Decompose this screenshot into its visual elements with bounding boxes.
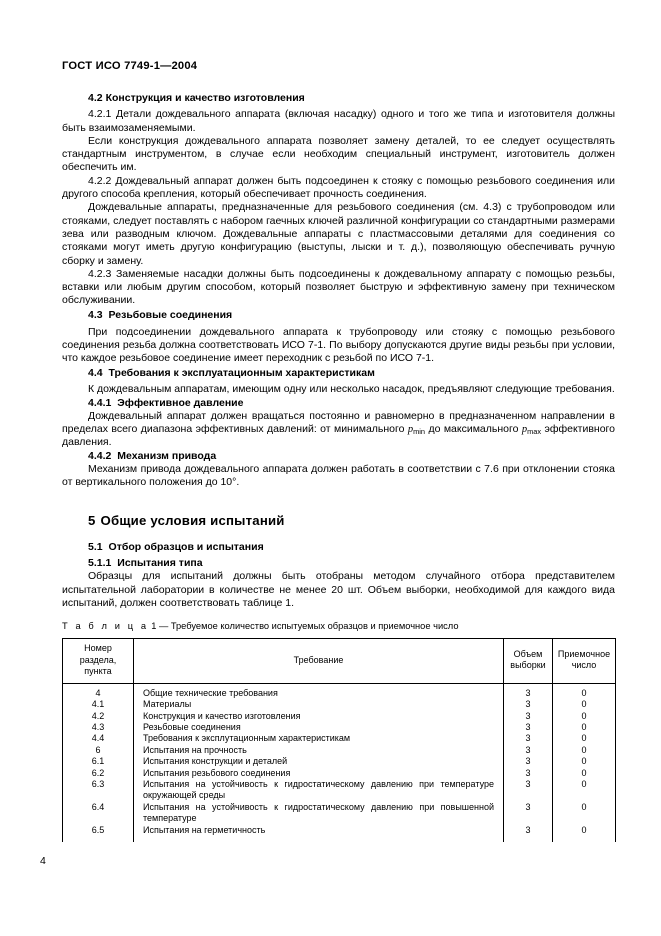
cell-acceptance-number: 0 — [553, 733, 616, 744]
cell-section-number: 4.4 — [63, 733, 134, 744]
cell-section-number: 6 — [63, 745, 134, 756]
paragraph-4-3: При подсоединении дождевального аппарата к трубопроводу или стояку с помощью резьбового соединения резьба должна соответствовать ИСО 7-1. По выбору допускаются другие виды резьбы при условии, что каждое резьбовое соединение имеет переходник с резьбой по ИСО 7-1. — [62, 325, 615, 365]
paragraph-4-2-2-b: Дождевальные аппараты, предназначенные для резьбового соединения (см. 4.3) с трубопроводом или стояками, следует поставлять с набором гаечных ключей различной конфигурации со стандартными размерами зева или разводным ключом. Дождевальные аппараты с пластмассовыми деталями для соединения со стояками могут иметь другую конфигурацию (выступы, лыски и т. д.), позволяющую обеспечивать ручную сборку и замену. — [62, 201, 615, 267]
paragraph-4-4-1-part-a: Дождевальный аппарат должен вращаться постоянно и равномерно в предназначенном направлении в пределах всего диапазона эффективных давлений: от минимального — [62, 409, 615, 436]
heading-4-4 — [62, 367, 615, 380]
column-header-sample-volume-line2: выборки — [510, 660, 546, 671]
heading-4-4-1-title: Эффективное давление — [117, 396, 244, 409]
cell-section-number: 4 — [63, 683, 134, 699]
cell-requirement: Конструкция и качество изготовления — [134, 711, 504, 722]
table-caption-label: Т а б л и ц а — [62, 621, 149, 631]
cell-sample-volume: 3 — [504, 722, 553, 733]
cell-requirement: Испытания на устойчивость к гидростатическому давлению при температуре окружающей среды — [134, 779, 504, 802]
table-row — [63, 779, 616, 802]
cell-acceptance-number: 0 — [553, 756, 616, 767]
table-row — [63, 768, 616, 779]
table-row — [63, 683, 616, 699]
heading-4-4-2-number: 4.4.2 — [88, 449, 112, 462]
cell-sample-volume: 3 — [504, 745, 553, 756]
cell-sample-volume: 3 — [504, 825, 553, 842]
cell-section-number: 6.1 — [63, 756, 134, 767]
heading-4-2-title: Конструкция и качество изготовления — [105, 92, 305, 104]
cell-section-number: 6.2 — [63, 768, 134, 779]
cell-sample-volume: 3 — [504, 768, 553, 779]
paragraph-4-4-1 — [62, 410, 615, 450]
table-row — [63, 745, 616, 756]
cell-section-number: 6.4 — [63, 802, 134, 825]
paragraph-4-2-1-b: Если конструкция дождевального аппарата позволяет замену деталей, то ее следует осуществлять стандартным инструментом, в случае если необходим специальный инструмент, изготовитель должен обеспечить им. — [62, 134, 615, 174]
cell-sample-volume: 3 — [504, 733, 553, 744]
column-header-section-number-line1: Номер — [84, 643, 112, 653]
body-column — [62, 92, 615, 610]
cell-sample-volume: 3 — [504, 711, 553, 722]
cell-requirement: Резьбовые соединения — [134, 722, 504, 733]
cell-sample-volume: 3 — [504, 779, 553, 802]
cell-acceptance-number: 0 — [553, 699, 616, 710]
heading-4-4-1 — [62, 397, 615, 410]
paragraph-5-1-1: Образцы для испытаний должны быть отобраны методом случайного отбора представителем испытательной лаборатории в количестве не менее 20 шт. Объем выборки, необходимой для каждого вида испытаний, должен соответствовать таблице 1. — [62, 570, 615, 609]
heading-5-title: Общие условия испытаний — [100, 512, 285, 528]
table-caption-number: 1 — [151, 621, 157, 631]
symbol-p-max: p — [521, 424, 528, 436]
heading-5-1-1-number: 5.1.1 — [88, 556, 112, 569]
heading-5-1-title: Отбор образцов и испытания — [108, 540, 264, 553]
cell-acceptance-number: 0 — [553, 745, 616, 756]
cell-sample-volume: 3 — [504, 756, 553, 767]
table-caption — [62, 621, 459, 631]
page-number: 4 — [40, 855, 46, 867]
cell-acceptance-number: 0 — [553, 802, 616, 825]
table-caption-dash: — — [158, 621, 169, 631]
table-row — [63, 722, 616, 733]
symbol-p-min: p — [407, 424, 414, 436]
cell-acceptance-number: 0 — [553, 683, 616, 699]
heading-4-4-1-number: 4.4.1 — [88, 396, 112, 409]
table-row — [63, 802, 616, 825]
table-row — [63, 711, 616, 722]
table-head — [63, 639, 616, 684]
subscript-max: max — [527, 427, 542, 437]
heading-5-1-1 — [62, 557, 615, 570]
column-header-acceptance-number-line1: Приемочное — [557, 648, 611, 659]
cell-acceptance-number: 0 — [553, 722, 616, 733]
column-header-acceptance-number-line2: число — [571, 660, 597, 671]
cell-requirement: Испытания на устойчивость к гидростатическому давлению при повышенной температуре — [134, 802, 504, 825]
heading-4-4-title: Требования к эксплуатационным характеристикам — [108, 366, 375, 379]
paragraph-4-2-2: 4.2.2 Дождевальный аппарат должен быть подсоединен к стояку с помощью резьбового соединения или другого способа крепления, который обеспечивает прочность соединения. — [62, 174, 615, 201]
cell-requirement: Материалы — [134, 699, 504, 710]
paragraph-4-2-3: 4.2.3 Заменяемые насадки должны быть подсоединены к дождевальному аппарату с помощью резьбы, вставки или любым другим способом, который позволяет быструю и эффективную замену при техническом обслуживании. — [62, 267, 615, 307]
table-header-row — [63, 639, 616, 684]
table-row — [63, 699, 616, 710]
heading-4-3 — [62, 309, 615, 322]
cell-acceptance-number: 0 — [553, 768, 616, 779]
cell-acceptance-number: 0 — [553, 825, 616, 842]
heading-5-1 — [62, 541, 615, 554]
cell-section-number: 6.3 — [63, 779, 134, 802]
paragraph-4-4-1-part-b: до максимального — [425, 423, 522, 436]
cell-section-number: 4.2 — [63, 711, 134, 722]
column-header-section-number — [63, 639, 134, 684]
column-header-sample-volume — [504, 639, 553, 684]
column-header-section-number-line2: раздела, — [79, 654, 117, 665]
column-header-acceptance-number — [553, 639, 616, 684]
cell-sample-volume: 3 — [504, 683, 553, 699]
paragraph-4-4: К дождевальным аппаратам, имеющим одну или несколько насадок, предъявляют следующие требования. — [88, 383, 615, 396]
table-body — [63, 683, 616, 842]
heading-4-3-number: 4.3 — [88, 309, 103, 322]
paragraph-4-4-1-part-c: эффективного давления. — [62, 423, 616, 449]
table-caption-text: Требуемое количество испытуемых образцов и приемочное число — [170, 621, 459, 631]
table-1 — [62, 638, 615, 842]
cell-acceptance-number: 0 — [553, 779, 616, 802]
cell-requirement: Испытания конструкции и деталей — [134, 756, 504, 767]
cell-acceptance-number: 0 — [553, 711, 616, 722]
cell-sample-volume: 3 — [504, 802, 553, 825]
table-row — [63, 733, 616, 744]
cell-requirement: Требования к эксплутационным характеристикам — [134, 733, 504, 744]
cell-requirement: Испытания резьбового соединения — [134, 768, 504, 779]
requirements-table — [62, 638, 616, 842]
running-head: ГОСТ ИСО 7749-1—2004 — [62, 60, 198, 72]
heading-5-number: 5 — [88, 512, 96, 528]
heading-5-1-number: 5.1 — [88, 540, 103, 553]
heading-4-3-title: Резьбовые соединения — [108, 309, 233, 322]
cell-requirement: Испытания на прочность — [134, 745, 504, 756]
heading-5 — [62, 513, 615, 529]
heading-4-4-2 — [62, 450, 615, 463]
column-header-requirement: Требование — [134, 639, 504, 684]
table-row — [63, 825, 616, 842]
paragraph-4-2-1: 4.2.1 Детали дождевального аппарата (включая насадку) одного и того же типа и изготовителя должны быть взаимозаменяемыми. — [62, 108, 615, 134]
column-header-sample-volume-line1: Объем — [513, 648, 543, 659]
cell-requirement: Общие технические требования — [134, 683, 504, 699]
column-header-section-number-line3: пункта — [84, 666, 112, 677]
heading-4-4-2-title: Механизм привода — [117, 449, 217, 462]
cell-requirement: Испытания на герметичность — [134, 825, 504, 842]
cell-section-number: 4.1 — [63, 699, 134, 710]
cell-sample-volume: 3 — [504, 699, 553, 710]
heading-4-2 — [62, 92, 615, 105]
paragraph-4-4-2: Механизм привода дождевального аппарата должен работать в соответствии с 7.6 при отклонении стояка от вертикального положения до 10°. — [62, 463, 615, 489]
cell-section-number: 6.5 — [63, 825, 134, 842]
heading-5-1-1-title: Испытания типа — [117, 556, 203, 569]
table-row — [63, 756, 616, 767]
heading-4-4-number: 4.4 — [88, 366, 103, 379]
heading-4-2-number: 4.2 — [88, 92, 103, 104]
cell-section-number: 4.3 — [63, 722, 134, 733]
subscript-min: min — [413, 427, 426, 437]
